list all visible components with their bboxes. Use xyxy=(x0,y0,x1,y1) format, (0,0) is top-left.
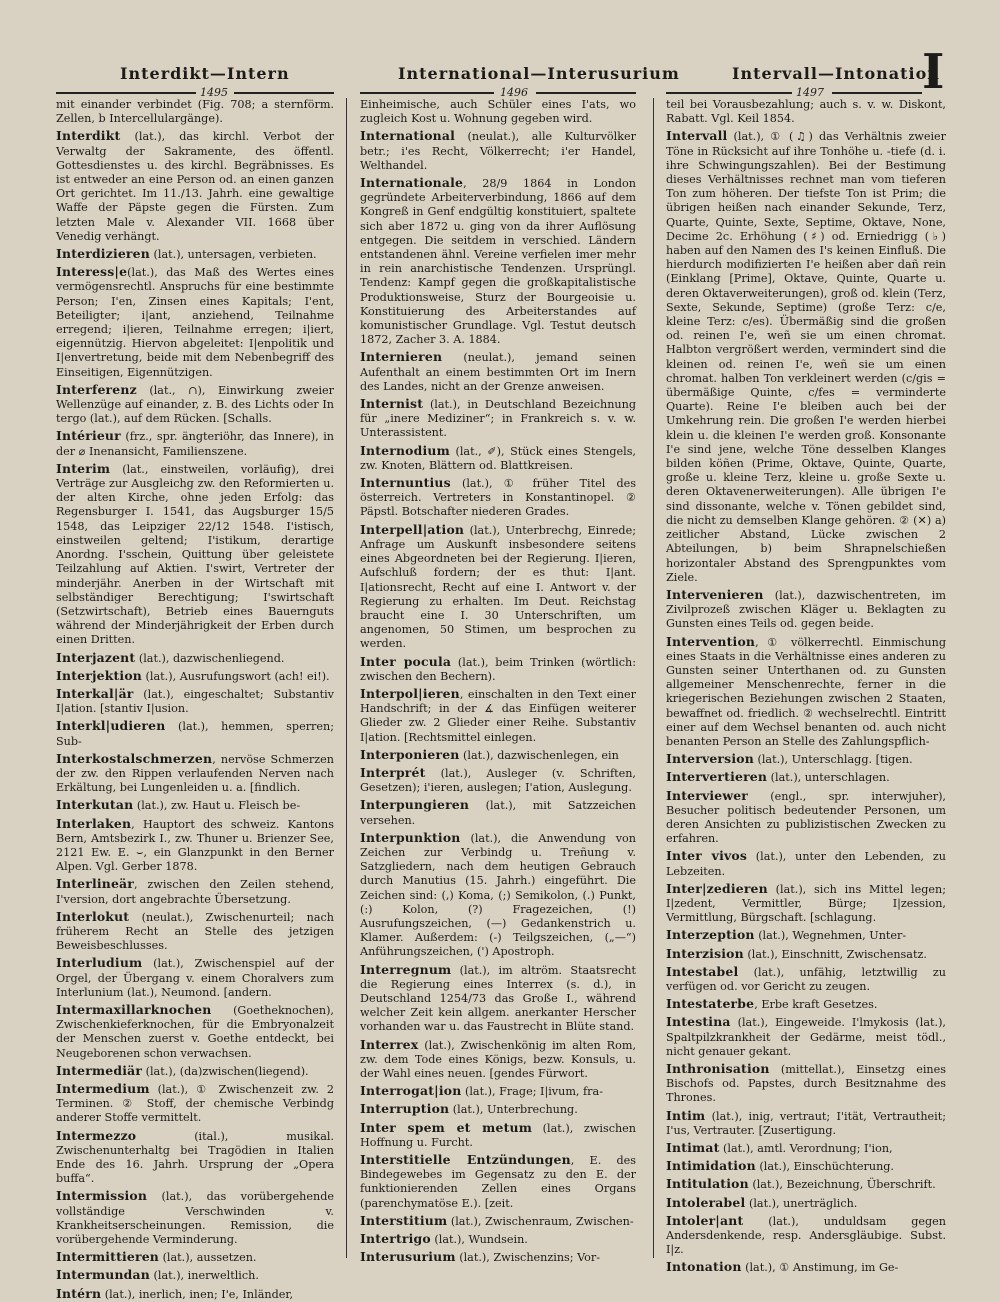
entry-headword: Interpunktion xyxy=(360,829,461,845)
entry-headword: Interludium xyxy=(56,955,143,971)
entry-headword: Interpell|ation xyxy=(360,521,465,537)
entry-text: (Goetheknochen), Zwischenkieferknochen, für die Embryonalzeit der Menschen zuerst v. Goethe entdeckt, bei Neugeborenen schon verwachsen. xyxy=(56,1003,334,1060)
dictionary-entry xyxy=(56,462,334,648)
page-number-right: 1497 xyxy=(796,86,824,99)
entry-headword: Intim xyxy=(666,1107,706,1123)
header-rule xyxy=(536,92,636,94)
entry-headword: International xyxy=(360,128,456,144)
dictionary-entry xyxy=(666,98,946,126)
entry-text: (lat.), untersagen, verbieten. xyxy=(149,248,317,262)
entry-headword: Intimat xyxy=(666,1140,720,1156)
dictionary-entry xyxy=(360,798,636,827)
entry-text: (lat., einstweilen, vorläufig), drei Verträge zur Ausgleichg zw. den Reformierten u. der alten Kirche, ohne jeden Erfolg: das Regensburger I. 1541, das Augsburger 15/5 1548, das Leipziger 22/12 1548. I'istisch, einstweilen geltend; I'istikum, derartige Anordng. I'sschein, Quittung über geleistete Teilzahlung auf Aktien. I'swirt, Vertreter der minderjähr. Anerben in der Wirtschaft mit selbständiger Berechtigung; I'swirtschaft (Setzwirtschaft), Betrieb eines Bauernguts während der Minderjährigkeit der Erben durch einen Dritten. xyxy=(56,462,334,647)
entry-text: (lat.), Zwischenzins; Vor- xyxy=(455,1251,601,1265)
column-divider xyxy=(346,98,347,1258)
entry-text: , E. des Bindegewebes im Gegensatz zu den E. der funktionierenden Zellen eines Organs (parenchymatöse E.). [zeit. xyxy=(360,1154,637,1210)
entry-headword: Internieren xyxy=(360,349,443,365)
dictionary-entry xyxy=(56,1129,334,1187)
dictionary-entry xyxy=(56,1003,334,1061)
dictionary-entry xyxy=(666,882,946,926)
entry-text: , 28/9 1864 in London gegründete Arbeiterverbindung, 1866 auf dem Kongreß in Genf endgültig konstituiert, spaltete sich aber 1872 u. ging von da ihrer Auflösung entgegen. Die seitdem in verschied. Ländern entstandenen ähnl. Vereine verfielen imer mehr in rein anarchistische Tendenzen. Ursprüngl. Tendenz: Kampf gegen die großkapitalistische Produktionsweise, Sturz der Bourgeoisie u. Konstituierung des Arbeiterstandes auf komunistischer Grundlage. Vgl. Testut deutsch 1872, Zacher 3. A. 1884. xyxy=(360,177,636,347)
entry-text: (lat.), Bezeichnung, Überschrift. xyxy=(748,1178,936,1192)
entry-text: (lat.), das kirchl. Verbot der Verwaltg der Sakramente, des öffentl. Gottesdienstes u. des kirchl. Begräbnisses. Es ist entweder an eine Person od. an einen ganzen Ort gerichtet. Im 11./13. Jahrh. eine gewaltige Waffe der Päpste gegen die Fürsten. Zum letzten Male v. Alexander VII. 1668 über Venedig verhängt. xyxy=(56,130,334,243)
header-rule xyxy=(666,92,792,94)
entry-headword: Interrex xyxy=(360,1036,419,1052)
dictionary-entry xyxy=(56,1082,334,1126)
entry-text: (lat.), mit Satzzeichen versehen. xyxy=(360,799,636,827)
entry-headword: Interferenz xyxy=(56,381,137,397)
dictionary-entry xyxy=(360,476,636,520)
dictionary-entry xyxy=(666,1062,946,1106)
dictionary-entry xyxy=(56,752,334,796)
entry-text: (lat.), die Anwendung von Zeichen zur Verbindg u. Treñung v. Satzgliedern, nach dem heutigen Gebrauch durch Manutius (15. Jahrh.) eingeführt. Die Zeichen sind: (,) Koma, (;) Semikolon, (.) Punkt, (:) Kolon, (?) Fragezeichen, (!) Ausrufungszeichen, (—) Gedankenstrich u. Klamer. Außerdem: (-) Teilgszeichen, („—“) Anführungszeichen, (') Apostroph. xyxy=(360,831,636,959)
dictionary-entry xyxy=(666,1196,946,1211)
entry-text: , zwischen den Zeilen stehend, I'version, dort angebrachte Übersetzung. xyxy=(56,878,334,906)
entry-text: (lat.), Einschnitt, Zwischensatz. xyxy=(743,947,927,961)
entry-headword: Interkutan xyxy=(56,797,134,813)
entry-headword: Internist xyxy=(360,396,424,412)
header-rule xyxy=(832,92,922,94)
entry-text: (lat.), unerträglich. xyxy=(745,1196,858,1210)
dictionary-entry xyxy=(56,817,334,875)
entry-headword: Intervall xyxy=(666,128,728,144)
entry-text: (lat.), (da)zwischen(liegend). xyxy=(142,1064,309,1078)
column-divider xyxy=(653,98,654,1258)
entry-text: (lat.), Ausrufungswort (ach! ei!). xyxy=(142,669,330,683)
entry-text: (lat.), Einschüchterung. xyxy=(755,1160,894,1174)
entry-text: (frz., spr. ängteriöhr, das Innere), in der ⌀ Inenansicht, Familienszene. xyxy=(56,430,334,458)
entry-text: (lat.), eingeschaltet; Substantiv I|ation. [stantiv I|usion. xyxy=(56,687,334,716)
dictionary-entry xyxy=(360,1121,636,1150)
entry-text: (lat.), ① Zwischenzeit zw. 2 Terminen. ② Stoff, der chemische Verbindg anderer Stoffe vermittelt. xyxy=(56,1083,334,1125)
entry-headword: Inter vivos xyxy=(666,848,748,864)
entry-headword: Interruption xyxy=(360,1101,450,1117)
entry-headword: Interlaken xyxy=(56,815,132,831)
entry-text: (ital.), musikal. Zwischenunterhaltg bei Tragödien in Italien Ende des 16. Jahrh. Ursprung der „Opera buffa“. xyxy=(56,1129,334,1186)
entry-headword: Intermaxillarknochen xyxy=(56,1001,212,1017)
dictionary-entry xyxy=(360,1214,636,1229)
entry-headword: Interponieren xyxy=(360,746,460,762)
entry-text: teil bei Vorausbezahlung; auch s. v. w. Diskont, Rabatt. Vgl. Keil 1854. xyxy=(666,98,946,126)
section-letter: I xyxy=(922,44,945,100)
entry-headword: Interprét xyxy=(360,764,426,780)
column-center xyxy=(360,98,636,1270)
entry-text: (lat.), Unterbrechung. xyxy=(449,1103,578,1117)
entry-text: (lat.), dazwischenlegen, ein xyxy=(459,748,619,762)
entry-text: (lat.), sich ins Mittel legen; I|zedent, Vermittler, Bürge; I|zession, Vermittlung, Bürgschaft. [schlagung. xyxy=(666,882,946,925)
entry-text: (lat.), amtl. Verordnung; I'ion, xyxy=(719,1142,893,1156)
entry-headword: Inthronisation xyxy=(666,1061,770,1076)
dictionary-entry xyxy=(56,719,334,748)
entry-text: , Hauptort des schweiz. Kantons Bern, Amtsbezirk I., zw. Thuner u. Brienzer See, 2121 Ew. E. ⌣, ein Glanzpunkt in den Berner Alpen. Vgl. Gerber 1878. xyxy=(56,817,334,874)
entry-headword: Inter|zedieren xyxy=(666,880,768,896)
dictionary-entry xyxy=(56,798,334,813)
dictionary-entry xyxy=(360,176,636,347)
entry-text: (neulat.), alle Kulturvölker betr.; i'es Recht, Völkerrecht; i'er Handel, Welthandel. xyxy=(360,130,636,172)
entry-text: , einschalten in den Text einer Handschrift; in der ∡ das Einfügen weiterer Glieder zw. 2 Glieder einer Reihe. Substantiv I|ation. [Rechtsmittel einlegen. xyxy=(360,687,636,744)
entry-headword: Interkostalschmerzen xyxy=(56,750,213,766)
entry-headword: Intonation xyxy=(666,1259,742,1275)
entry-headword: Interess|e xyxy=(56,264,128,280)
entry-text: (lat.), das Maß des Wertes eines vermögensrechtl. Anspruchs für eine bestimmte Person; I'en, Zinsen eines Kapitals; I'ent, Beteiligter; i|ant, anziehend, Teilnahme erregend; i|ieren, Teilnahme erregen; i|iert, eigennützig. Hiervon abgeleitet: I|enpolitik und I|envertretung, beide mit dem Nebenbegriff des Einseitigen, Eigennützigen. xyxy=(56,266,334,379)
dictionary-entry xyxy=(56,129,334,244)
dictionary-entry xyxy=(360,831,636,960)
dictionary-entry xyxy=(360,523,636,652)
dictionary-entry xyxy=(666,588,946,632)
entry-text: (neulat.), jemand seinen Aufenthalt an einem bestimmten Ort im Inern des Landes, nicht an der Grenze anweisen. xyxy=(360,351,636,393)
entry-text: (lat.), Unterbrechg, Einrede; Anfrage um Auskunft insbesondere seitens eines Abgeordneten bei der Regierung. I|ieren, Aufschluß fordern; der es thut: I|ant. I|ationsrecht, Recht auf eine I. Antwort v. der Regierung zu erhalten. Im Deut. Reichstag braucht eine I. 30 Unterschriften, um angenomen, 50 Stimen, um besprochen zu werden. xyxy=(360,523,636,651)
dictionary-entry xyxy=(360,1232,636,1247)
dictionary-entry xyxy=(666,752,946,767)
entry-headword: Intérieur xyxy=(56,428,121,444)
entry-text: (lat.), ① (♫) das Verhältnis zweier Töne in Rücksicht auf ihre Tonhöhe u. -tiefe (d. i. ihre Schwingungszahlen). Bei der Bestimung dieses Verhältnisses rechnet man vom tieferen Ton zum höheren. Der tiefste Ton ist Prim; die übrigen heißen nach einander Sekunde, Terz, Quarte, Quinte, Sexte, Septime, Oktave, None, Decime 2c. Erhöhung (♯) od. Erniedrigg (♭) haben auf den Namen des I's keinen Einfluß. Die hierdurch modifizierten I'e heißen aber dañ rein (Einklang [Prime], Oktave, Quinte, Quarte u. deren Oktaverweiterungen), groß od. klein (Terz, Sexte, Sekunde, Septime) (große Terz: c/e, kleine Terz: c/es). Übermäßig sind die großen od. reinen I'e, weñ sie um einen chromat. Halbton vergrößert werden, vermindert sind die kleinen od. reinen I'e, weñ sie um einen chromat. halben Ton verkleinert werden (c/gis = übermäßige Quinte, c/fes = verminderte Quarte). Reine I'e bleiben auch bei der Umkehrung rein. Die großen I'e werden hierbei klein u. die kleinen I'e werden groß. Konsonante I'e sind jene, welche Töne desselben Klanges bilden köñen (Prime, Oktave, Quinte, Quarte, große u. kleine Terz, kleine u. große Sexte u. deren Oktavenerweiterungen). Alle übrigen I'e sind dissonante, welche v. Tönen gebildet sind, die nicht zu demselben Klange gehören. ② (✕) a) zeitlicher Abstand, Lücke zwischen 2 Abteilungen, b) beim Shrapnelschießen horizontaler Abstand des Sprengpunktes vom Ziele. xyxy=(666,130,947,584)
entry-text: (lat.), dazwischentreten, im Zivilprozeß zwischen Kläger u. Beklagten zu Gunsten eines Teils od. gegen beide. xyxy=(666,588,946,631)
entry-text: (lat.), zwischen Hoffnung u. Furcht. xyxy=(360,1121,636,1149)
entry-headword: Interdikt xyxy=(56,128,121,144)
page-number-left: 1495 xyxy=(200,86,228,99)
entry-text: (lat.), ① Anstimung, im Ge- xyxy=(741,1261,899,1275)
entry-text: (lat.), ① früher Titel des österreich. Vertreters in Konstantinopel. ② Päpstl. Botschafter niederen Grades. xyxy=(360,477,636,519)
entry-text: (lat., ✐), Stück eines Stengels, zw. Knoten, Blättern od. Blattkreisen. xyxy=(360,444,636,472)
entry-headword: Interrogat|ion xyxy=(360,1083,462,1099)
dictionary-entry xyxy=(56,247,334,262)
dictionary-entry xyxy=(56,1250,334,1265)
entry-text: (lat.), Zwischenraum, Zwischen- xyxy=(447,1214,634,1228)
entry-text: (lat.), Wegnehmen, Unter- xyxy=(754,929,907,943)
entry-headword: Interkal|är xyxy=(56,685,134,701)
entry-headword: Intermittieren xyxy=(56,1249,160,1265)
entry-headword: Intervention xyxy=(666,633,756,649)
dictionary-entry xyxy=(666,129,946,585)
entry-text: (lat.), Frage; I|ivum, fra- xyxy=(461,1085,603,1099)
entry-headword: Intolerabel xyxy=(666,1194,746,1210)
entry-text: (lat.), Eingeweide. I'lmykosis (lat.), Spaltpilzkrankheit der Gedärme, meist tödl., nicht genauer gekant. xyxy=(666,1016,946,1058)
column-left xyxy=(56,98,334,1301)
entry-text: (lat.), in Deutschland Bezeichnung für „inere Mediziner“; in Frankreich s. v. w. Unterassistent. xyxy=(360,398,636,440)
entry-text: (lat., ∩), Einwirkung zweier Wellenzüge auf einander, z. B. des Lichts oder In tergo (lat.), auf dem Rücken. [Schalls. xyxy=(56,383,334,426)
entry-text: (lat.), inerlich, inen; I'e, Inländer, xyxy=(101,1287,294,1301)
entry-headword: Intérn xyxy=(56,1285,102,1301)
entry-headword: Intervenieren xyxy=(666,586,764,602)
entry-headword: Interusurium xyxy=(360,1249,456,1265)
entry-headword: Intermediär xyxy=(56,1062,143,1078)
dictionary-entry xyxy=(360,748,636,763)
dictionary-entry xyxy=(56,687,334,716)
entry-text: (neulat.), Zwischenurteil; nach früherem Recht an Stelle des jetzigen Beweisbeschlusses. xyxy=(56,910,334,953)
dictionary-entry xyxy=(360,1102,636,1117)
entry-headword: Interpungieren xyxy=(360,797,470,813)
dictionary-entry xyxy=(666,965,946,994)
dictionary-entry xyxy=(56,1287,334,1302)
entry-text: (lat.), Ausleger (v. Schriften, Gesetzen); i'ieren, auslegen; I'ation, Auslegung. xyxy=(360,766,636,795)
dictionary-entry xyxy=(360,98,636,126)
dictionary-entry xyxy=(56,1189,334,1247)
dictionary-entry xyxy=(666,1159,946,1174)
entry-headword: Intestaterbe xyxy=(666,996,755,1012)
dictionary-entry xyxy=(666,1260,946,1275)
dictionary-entry xyxy=(56,429,334,458)
entry-text: (lat.), inig, vertraut; I'ität, Vertrautheit; I'us, Vertrauter. [Zusertigung. xyxy=(666,1109,946,1137)
entry-headword: Interzeption xyxy=(666,927,755,943)
entry-headword: Intermission xyxy=(56,1188,148,1204)
entry-headword: Interviewer xyxy=(666,787,749,803)
dictionary-entry xyxy=(666,1015,946,1059)
entry-text: (lat.), das vorübergehende vollständige Verschwinden v. Krankheitserscheinungen. Remission, die vorübergehende Verminderung. xyxy=(56,1190,334,1247)
dictionary-entry xyxy=(360,687,636,745)
dictionary-entry xyxy=(666,1214,946,1258)
entry-text: (lat.), zw. Haut u. Fleisch be- xyxy=(133,799,301,813)
entry-headword: Internuntius xyxy=(360,475,451,491)
dictionary-entry xyxy=(666,770,946,785)
entry-headword: Interim xyxy=(56,460,111,476)
dictionary-entry xyxy=(666,789,946,847)
entry-headword: Interversion xyxy=(666,751,754,767)
entry-headword: Inter pocula xyxy=(360,653,452,669)
dictionary-entry xyxy=(360,1038,636,1082)
entry-text: (lat.), Unterschlagg. [tigen. xyxy=(753,753,913,767)
dictionary-entry xyxy=(666,1109,946,1138)
dictionary-entry xyxy=(360,129,636,173)
entry-text: mit einander verbindet (Fig. 708; a sternförm. Zellen, b Intercellulargänge). xyxy=(56,98,334,126)
header-rule xyxy=(56,92,196,94)
dictionary-entry xyxy=(56,1268,334,1283)
entry-headword: Inter spem et metum xyxy=(360,1119,533,1135)
entry-text: (lat.), unterschlagen. xyxy=(767,771,890,785)
entry-headword: Interlineär xyxy=(56,876,135,892)
dictionary-entry xyxy=(56,877,334,906)
dictionary-entry xyxy=(360,766,636,795)
dictionary-entry xyxy=(56,383,334,427)
entry-headword: Interpol|ieren xyxy=(360,685,460,701)
entry-text: (lat.), aussetzen. xyxy=(159,1251,257,1265)
entry-text: , Erbe kraft Gesetzes. xyxy=(754,998,878,1012)
entry-text: (engl., spr. interwjuher), Besucher politisch bedeutender Personen, um deren Ansichten zu publizistischen Zwecken zu erfahren. xyxy=(666,789,946,846)
entry-headword: Intitulation xyxy=(666,1176,749,1192)
entry-headword: Intermundan xyxy=(56,1267,150,1283)
dictionary-entry xyxy=(56,651,334,666)
dictionary-entry xyxy=(360,1153,636,1211)
entry-headword: Intervertieren xyxy=(666,769,768,785)
dictionary-entry xyxy=(360,444,636,473)
entry-text: (lat.), hemmen, sperren; Sub- xyxy=(56,720,334,748)
entry-headword: Interlokut xyxy=(56,908,130,924)
entry-headword: Intestabel xyxy=(666,963,739,979)
entry-headword: Internationale xyxy=(360,175,464,191)
dictionary-entry xyxy=(360,397,636,441)
entry-headword: Intestina xyxy=(666,1014,731,1030)
entry-headword: Interzision xyxy=(666,945,744,961)
entry-headword: Intoler|ant xyxy=(666,1212,744,1228)
entry-headword: Intimidation xyxy=(666,1158,756,1174)
dictionary-entry xyxy=(360,350,636,394)
entry-text: (lat.), beim Trinken (wörtlich: zwischen den Bechern). xyxy=(360,655,636,683)
entry-headword: Interjazent xyxy=(56,649,136,665)
dictionary-entry xyxy=(56,265,334,380)
dictionary-entry xyxy=(56,956,334,1000)
entry-headword: Intertrigo xyxy=(360,1231,431,1247)
header-left: Interdikt—Intern xyxy=(120,64,290,83)
dictionary-entry xyxy=(360,1250,636,1265)
entry-text: (lat.), unduldsam gegen Andersdenkende, resp. Andersgläubige. Subst. I|z. xyxy=(666,1214,946,1257)
entry-headword: Interstitielle Entzündungen xyxy=(360,1152,571,1168)
entry-headword: Interregnum xyxy=(360,961,452,977)
dictionary-entry xyxy=(666,635,946,750)
entry-headword: Interjektion xyxy=(56,667,142,683)
entry-text: Einheimische, auch Schüler eines I'ats, wo zugleich Kost u. Wohnung gegeben wird. xyxy=(360,98,636,126)
entry-text: , ① völkerrechtl. Einmischung eines Staats in die Verhältnisse eines anderen zu Gunsten seiner Unterthanen od. zu Gunsten allgemeiner Menschenrechte, ferner in die kriegerischen Beziehungen zwischen 2 Staaten, bewaffnet od. friedlich. ② wechselrechtl. Eintritt einer auf dem Wechsel benanten od. auch nicht benanten Person an Stelle des Zahlungspflich- xyxy=(666,635,946,748)
entry-text: (lat.), dazwischenliegend. xyxy=(135,651,285,665)
column-right xyxy=(666,98,947,1275)
entry-headword: Interdizieren xyxy=(56,246,150,262)
entry-text: (mittellat.), Einsetzg eines Bischofs od. Papstes, durch Besitznahme des Thrones. xyxy=(666,1063,946,1105)
entry-text: (lat.), Wundsein. xyxy=(430,1233,528,1247)
dictionary-entry xyxy=(56,669,334,684)
entry-headword: Intermedium xyxy=(56,1081,150,1096)
entry-headword: Intermezzo xyxy=(56,1127,137,1143)
header-right: Intervall—Intonation xyxy=(732,64,940,83)
dictionary-entry xyxy=(56,98,334,126)
dictionary-entry xyxy=(360,1084,636,1099)
entry-text: (lat.), Zwischenkönig im alten Rom, zw. dem Tode eines Königs, bezw. Konsuls, u. der Wahl eines neuen. [gendes Fürwort. xyxy=(360,1038,636,1080)
header-rule xyxy=(234,92,334,94)
entry-text: (lat.), Zwischenspiel auf der Orgel, der Übergang v. einem Choralvers zum Interlunium (lat.), Neumond. [andern. xyxy=(56,957,334,999)
header-rule xyxy=(360,92,494,94)
dictionary-entry xyxy=(56,910,334,954)
entry-text: (lat.), inerweltlich. xyxy=(149,1269,259,1283)
entry-text: (lat.), unfähig, letztwillig zu verfügen od. vor Gericht zu zeugen. xyxy=(666,965,946,993)
dictionary-entry xyxy=(666,849,946,878)
dictionary-entry xyxy=(666,928,946,943)
entry-headword: Interstitium xyxy=(360,1212,448,1228)
page-number-center: 1496 xyxy=(500,86,528,99)
dictionary-entry xyxy=(360,655,636,684)
dictionary-entry xyxy=(666,997,946,1012)
entry-headword: Interkl|udieren xyxy=(56,718,166,734)
dictionary-entry xyxy=(666,947,946,962)
header-center: International—Interusurium xyxy=(398,64,680,83)
entry-text: (lat.), unter den Lebenden, zu Lebzeiten. xyxy=(666,850,946,878)
entry-headword: Internodium xyxy=(360,442,450,458)
entry-text: , nervöse Schmerzen der zw. den Rippen verlaufenden Nerven nach Erkältung, bei Lungenleiden u. a. [findlich. xyxy=(56,752,334,795)
entry-text: (lat.), im altröm. Staatsrecht die Regierung eines Interrex (s. d.), in Deutschland 1254/73 das Große I., während welcher Zeit kein allgem. anerkanter Herscher vorhanden war u. das Faustrecht in Blüte stand. xyxy=(360,963,636,1034)
dictionary-entry xyxy=(666,1177,946,1192)
dictionary-entry xyxy=(360,963,636,1035)
dictionary-entry xyxy=(666,1141,946,1156)
dictionary-entry xyxy=(56,1064,334,1079)
